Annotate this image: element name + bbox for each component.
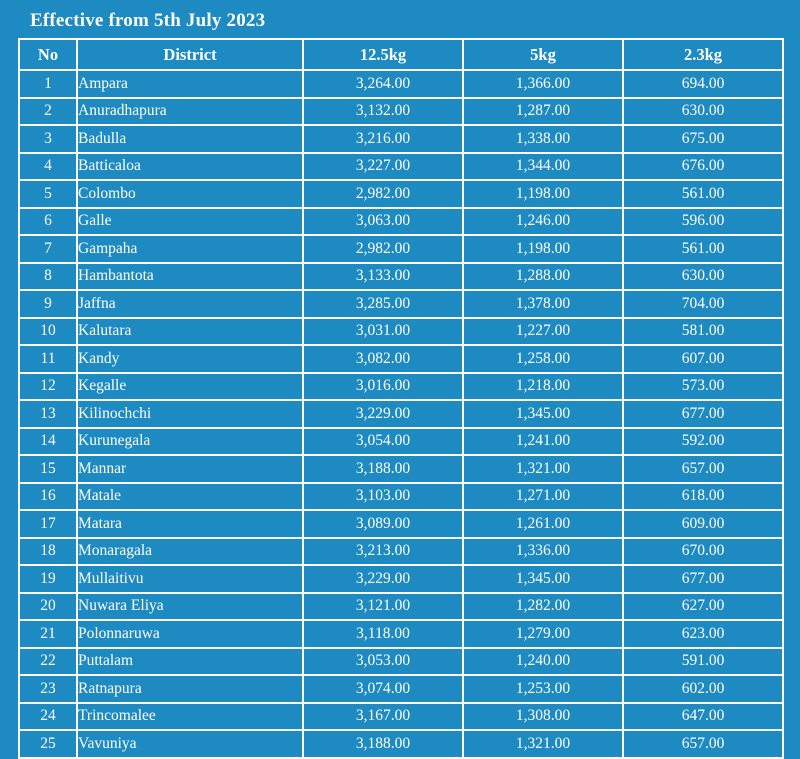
cell-district: Trincomalee [77, 703, 303, 731]
cell-no: 21 [19, 620, 77, 648]
cell-2-3kg: 704.00 [623, 290, 783, 318]
cell-2-3kg: 677.00 [623, 565, 783, 593]
cell-2-3kg: 607.00 [623, 345, 783, 373]
table-header-row [19, 39, 783, 70]
cell-12-5kg: 3,188.00 [303, 730, 463, 758]
cell-5kg: 1,345.00 [463, 565, 623, 593]
cell-no: 7 [19, 235, 77, 263]
cell-2-3kg: 647.00 [623, 703, 783, 731]
cell-12-5kg: 3,053.00 [303, 648, 463, 676]
cell-no: 15 [19, 455, 77, 483]
cell-no: 9 [19, 290, 77, 318]
cell-district: Vavuniya [77, 730, 303, 758]
table-row [19, 648, 783, 676]
cell-5kg: 1,258.00 [463, 345, 623, 373]
cell-12-5kg: 3,118.00 [303, 620, 463, 648]
table-row [19, 510, 783, 538]
gas-price-table [18, 38, 784, 759]
cell-district: Batticaloa [77, 153, 303, 181]
cell-5kg: 1,338.00 [463, 125, 623, 153]
cell-no: 25 [19, 730, 77, 758]
cell-12-5kg: 3,285.00 [303, 290, 463, 318]
table-row [19, 620, 783, 648]
cell-district: Nuwara Eliya [77, 593, 303, 621]
cell-2-3kg: 609.00 [623, 510, 783, 538]
cell-no: 4 [19, 153, 77, 181]
cell-no: 1 [19, 70, 77, 98]
cell-5kg: 1,240.00 [463, 648, 623, 676]
cell-district: Kalutara [77, 318, 303, 346]
cell-2-3kg: 675.00 [623, 125, 783, 153]
cell-12-5kg: 2,982.00 [303, 235, 463, 263]
cell-2-3kg: 592.00 [623, 428, 783, 456]
table-row [19, 125, 783, 153]
cell-12-5kg: 3,133.00 [303, 263, 463, 291]
cell-2-3kg: 670.00 [623, 538, 783, 566]
cell-2-3kg: 618.00 [623, 483, 783, 511]
cell-2-3kg: 676.00 [623, 153, 783, 181]
cell-district: Mannar [77, 455, 303, 483]
cell-5kg: 1,344.00 [463, 153, 623, 181]
cell-district: Badulla [77, 125, 303, 153]
cell-5kg: 1,308.00 [463, 703, 623, 731]
cell-12-5kg: 3,063.00 [303, 208, 463, 236]
cell-5kg: 1,246.00 [463, 208, 623, 236]
cell-district: Jaffna [77, 290, 303, 318]
cell-2-3kg: 596.00 [623, 208, 783, 236]
cell-district: Galle [77, 208, 303, 236]
cell-5kg: 1,227.00 [463, 318, 623, 346]
cell-no: 22 [19, 648, 77, 676]
table-row [19, 483, 783, 511]
table-row [19, 318, 783, 346]
table-row [19, 153, 783, 181]
cell-12-5kg: 3,229.00 [303, 565, 463, 593]
cell-5kg: 1,378.00 [463, 290, 623, 318]
cell-12-5kg: 3,054.00 [303, 428, 463, 456]
cell-5kg: 1,321.00 [463, 455, 623, 483]
cell-2-3kg: 630.00 [623, 98, 783, 126]
cell-no: 16 [19, 483, 77, 511]
table-row [19, 290, 783, 318]
cell-district: Polonnaruwa [77, 620, 303, 648]
cell-district: Kurunegala [77, 428, 303, 456]
cell-no: 24 [19, 703, 77, 731]
cell-no: 20 [19, 593, 77, 621]
cell-5kg: 1,288.00 [463, 263, 623, 291]
cell-district: Anuradhapura [77, 98, 303, 126]
cell-no: 12 [19, 373, 77, 401]
cell-no: 13 [19, 400, 77, 428]
cell-district: Ampara [77, 70, 303, 98]
cell-12-5kg: 3,188.00 [303, 455, 463, 483]
cell-district: Matale [77, 483, 303, 511]
cell-5kg: 1,241.00 [463, 428, 623, 456]
cell-district: Kandy [77, 345, 303, 373]
table-row [19, 703, 783, 731]
cell-12-5kg: 3,213.00 [303, 538, 463, 566]
cell-no: 18 [19, 538, 77, 566]
cell-no: 11 [19, 345, 77, 373]
cell-12-5kg: 3,103.00 [303, 483, 463, 511]
cell-2-3kg: 561.00 [623, 235, 783, 263]
table-row [19, 345, 783, 373]
table-row [19, 180, 783, 208]
table-row [19, 428, 783, 456]
page-title: Effective from 5th July 2023 [30, 10, 266, 31]
table-row [19, 730, 783, 758]
cell-5kg: 1,261.00 [463, 510, 623, 538]
cell-district: Matara [77, 510, 303, 538]
column-header-5kg: 5kg [463, 39, 623, 70]
cell-district: Kilinochchi [77, 400, 303, 428]
cell-2-3kg: 627.00 [623, 593, 783, 621]
table-body [19, 70, 783, 758]
cell-5kg: 1,198.00 [463, 235, 623, 263]
cell-district: Puttalam [77, 648, 303, 676]
cell-5kg: 1,253.00 [463, 675, 623, 703]
cell-2-3kg: 630.00 [623, 263, 783, 291]
cell-5kg: 1,336.00 [463, 538, 623, 566]
cell-district: Gampaha [77, 235, 303, 263]
table-row [19, 455, 783, 483]
column-header-no: No [19, 39, 77, 70]
table-row [19, 675, 783, 703]
cell-12-5kg: 3,227.00 [303, 153, 463, 181]
cell-12-5kg: 3,016.00 [303, 373, 463, 401]
cell-5kg: 1,279.00 [463, 620, 623, 648]
table-row [19, 400, 783, 428]
cell-5kg: 1,287.00 [463, 98, 623, 126]
column-header-district: District [77, 39, 303, 70]
cell-district: Mullaitivu [77, 565, 303, 593]
cell-no: 17 [19, 510, 77, 538]
cell-district: Hambantota [77, 263, 303, 291]
cell-2-3kg: 591.00 [623, 648, 783, 676]
cell-district: Monaragala [77, 538, 303, 566]
cell-5kg: 1,321.00 [463, 730, 623, 758]
cell-2-3kg: 677.00 [623, 400, 783, 428]
cell-2-3kg: 602.00 [623, 675, 783, 703]
cell-no: 3 [19, 125, 77, 153]
cell-12-5kg: 2,982.00 [303, 180, 463, 208]
table-row [19, 538, 783, 566]
cell-no: 8 [19, 263, 77, 291]
cell-12-5kg: 3,089.00 [303, 510, 463, 538]
cell-no: 23 [19, 675, 77, 703]
cell-5kg: 1,282.00 [463, 593, 623, 621]
cell-district: Colombo [77, 180, 303, 208]
table-row [19, 208, 783, 236]
table-row [19, 373, 783, 401]
cell-no: 5 [19, 180, 77, 208]
cell-2-3kg: 657.00 [623, 730, 783, 758]
cell-2-3kg: 561.00 [623, 180, 783, 208]
cell-12-5kg: 3,167.00 [303, 703, 463, 731]
cell-district: Ratnapura [77, 675, 303, 703]
cell-2-3kg: 581.00 [623, 318, 783, 346]
table-row [19, 565, 783, 593]
cell-12-5kg: 3,264.00 [303, 70, 463, 98]
cell-12-5kg: 3,132.00 [303, 98, 463, 126]
table-row [19, 70, 783, 98]
cell-12-5kg: 3,229.00 [303, 400, 463, 428]
cell-no: 10 [19, 318, 77, 346]
table-row [19, 263, 783, 291]
cell-5kg: 1,345.00 [463, 400, 623, 428]
column-header-2-3kg: 2.3kg [623, 39, 783, 70]
cell-no: 6 [19, 208, 77, 236]
cell-district: Kegalle [77, 373, 303, 401]
cell-12-5kg: 3,121.00 [303, 593, 463, 621]
table-header [19, 39, 783, 70]
cell-12-5kg: 3,074.00 [303, 675, 463, 703]
cell-12-5kg: 3,216.00 [303, 125, 463, 153]
table-row [19, 593, 783, 621]
cell-5kg: 1,198.00 [463, 180, 623, 208]
cell-2-3kg: 573.00 [623, 373, 783, 401]
table-row [19, 235, 783, 263]
cell-5kg: 1,366.00 [463, 70, 623, 98]
cell-no: 14 [19, 428, 77, 456]
cell-2-3kg: 623.00 [623, 620, 783, 648]
table-row [19, 98, 783, 126]
cell-2-3kg: 657.00 [623, 455, 783, 483]
cell-no: 19 [19, 565, 77, 593]
cell-no: 2 [19, 98, 77, 126]
cell-12-5kg: 3,031.00 [303, 318, 463, 346]
column-header-12-5kg: 12.5kg [303, 39, 463, 70]
cell-5kg: 1,271.00 [463, 483, 623, 511]
cell-12-5kg: 3,082.00 [303, 345, 463, 373]
cell-2-3kg: 694.00 [623, 70, 783, 98]
cell-5kg: 1,218.00 [463, 373, 623, 401]
